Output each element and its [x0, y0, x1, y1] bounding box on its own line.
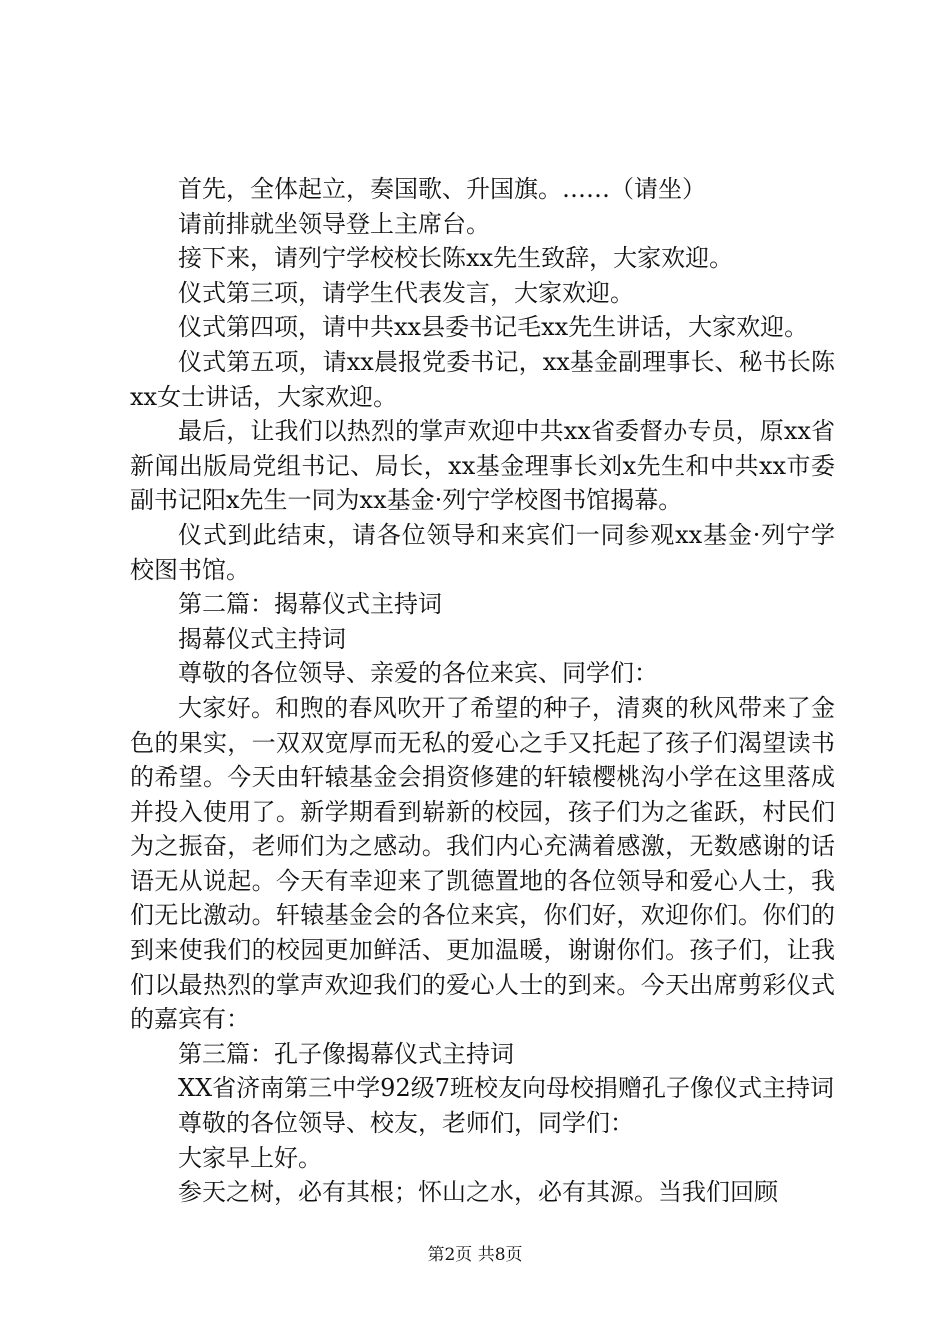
paragraph: 仪式到此结束，请各位领导和来宾们一同参观xx基金·列宁学校图书馆。: [130, 520, 835, 584]
page-number-footer: 第2页 共8页: [427, 1245, 523, 1265]
paragraph: 大家早上好。: [178, 1143, 322, 1172]
paragraph: 大家好。和煦的春风吹开了希望的种子，清爽的秋风带来了金色的果实，一双双宽厚而无私的爱心之手又托起了孩子们渴望读书的希望。今天由轩辕基金会捐资修建的轩辕樱桃沟小学在这里落成并投入使用了。新学期看到崭新的校园，孩子们为之雀跃，村民们为之振奋，老师们为之感动。我们内心充满着感激，无数感谢的话语无从说起。今天有幸迎来了凯德置地的各位领导和爱心人士，我们无比激动。轩辕基金会的各位来宾，你们好，欢迎你们。你们的到来使我们的校园更加鲜活、更加温暖，谢谢你们。孩子们，让我们以最热烈的掌声欢迎我们的爱心人士的到来。今天出席剪彩仪式的嘉宾有：: [130, 693, 835, 1034]
paragraph: 仪式第三项，请学生代表发言，大家欢迎。: [178, 278, 634, 307]
paragraph: 请前排就坐领导登上主席台。: [178, 209, 490, 238]
section-heading: 第二篇：揭幕仪式主持词: [178, 590, 442, 619]
paragraph: 最后，让我们以热烈的掌声欢迎中共xx省委督办专员，原xx省新闻出版局党组书记、局长，xx基金理事长刘x先生和中共xx市委副书记阳x先生一同为xx基金·列宁学校图书馆揭幕。: [130, 417, 835, 515]
paragraph: 参天之树，必有其根；怀山之水，必有其源。当我们回顾: [178, 1178, 778, 1207]
paragraph: 接下来，请列宁学校校长陈xx先生致辞，大家欢迎。: [178, 244, 734, 273]
paragraph: XX省济南第三中学92级7班校友向母校捐赠孔子像仪式主持词: [178, 1074, 834, 1103]
paragraph: 仪式第五项，请xx晨报党委书记，xx基金副理事长、秘书长陈xx女士讲话，大家欢迎。: [130, 347, 835, 411]
paragraph: 仪式第四项，请中共xx县委书记毛xx先生讲话，大家欢迎。: [178, 313, 809, 342]
salutation: 尊敬的各位领导、校友，老师们，同学们：: [178, 1109, 634, 1138]
body-text: [130, 172, 835, 1210]
section-heading: 第三篇：孔子像揭幕仪式主持词: [178, 1039, 514, 1068]
salutation: 尊敬的各位领导、亲爱的各位来宾、同学们：: [178, 659, 658, 688]
paragraph: 首先，全体起立，奏国歌、升国旗。……（请坐）: [178, 175, 706, 203]
paragraph: 揭幕仪式主持词: [178, 624, 346, 653]
